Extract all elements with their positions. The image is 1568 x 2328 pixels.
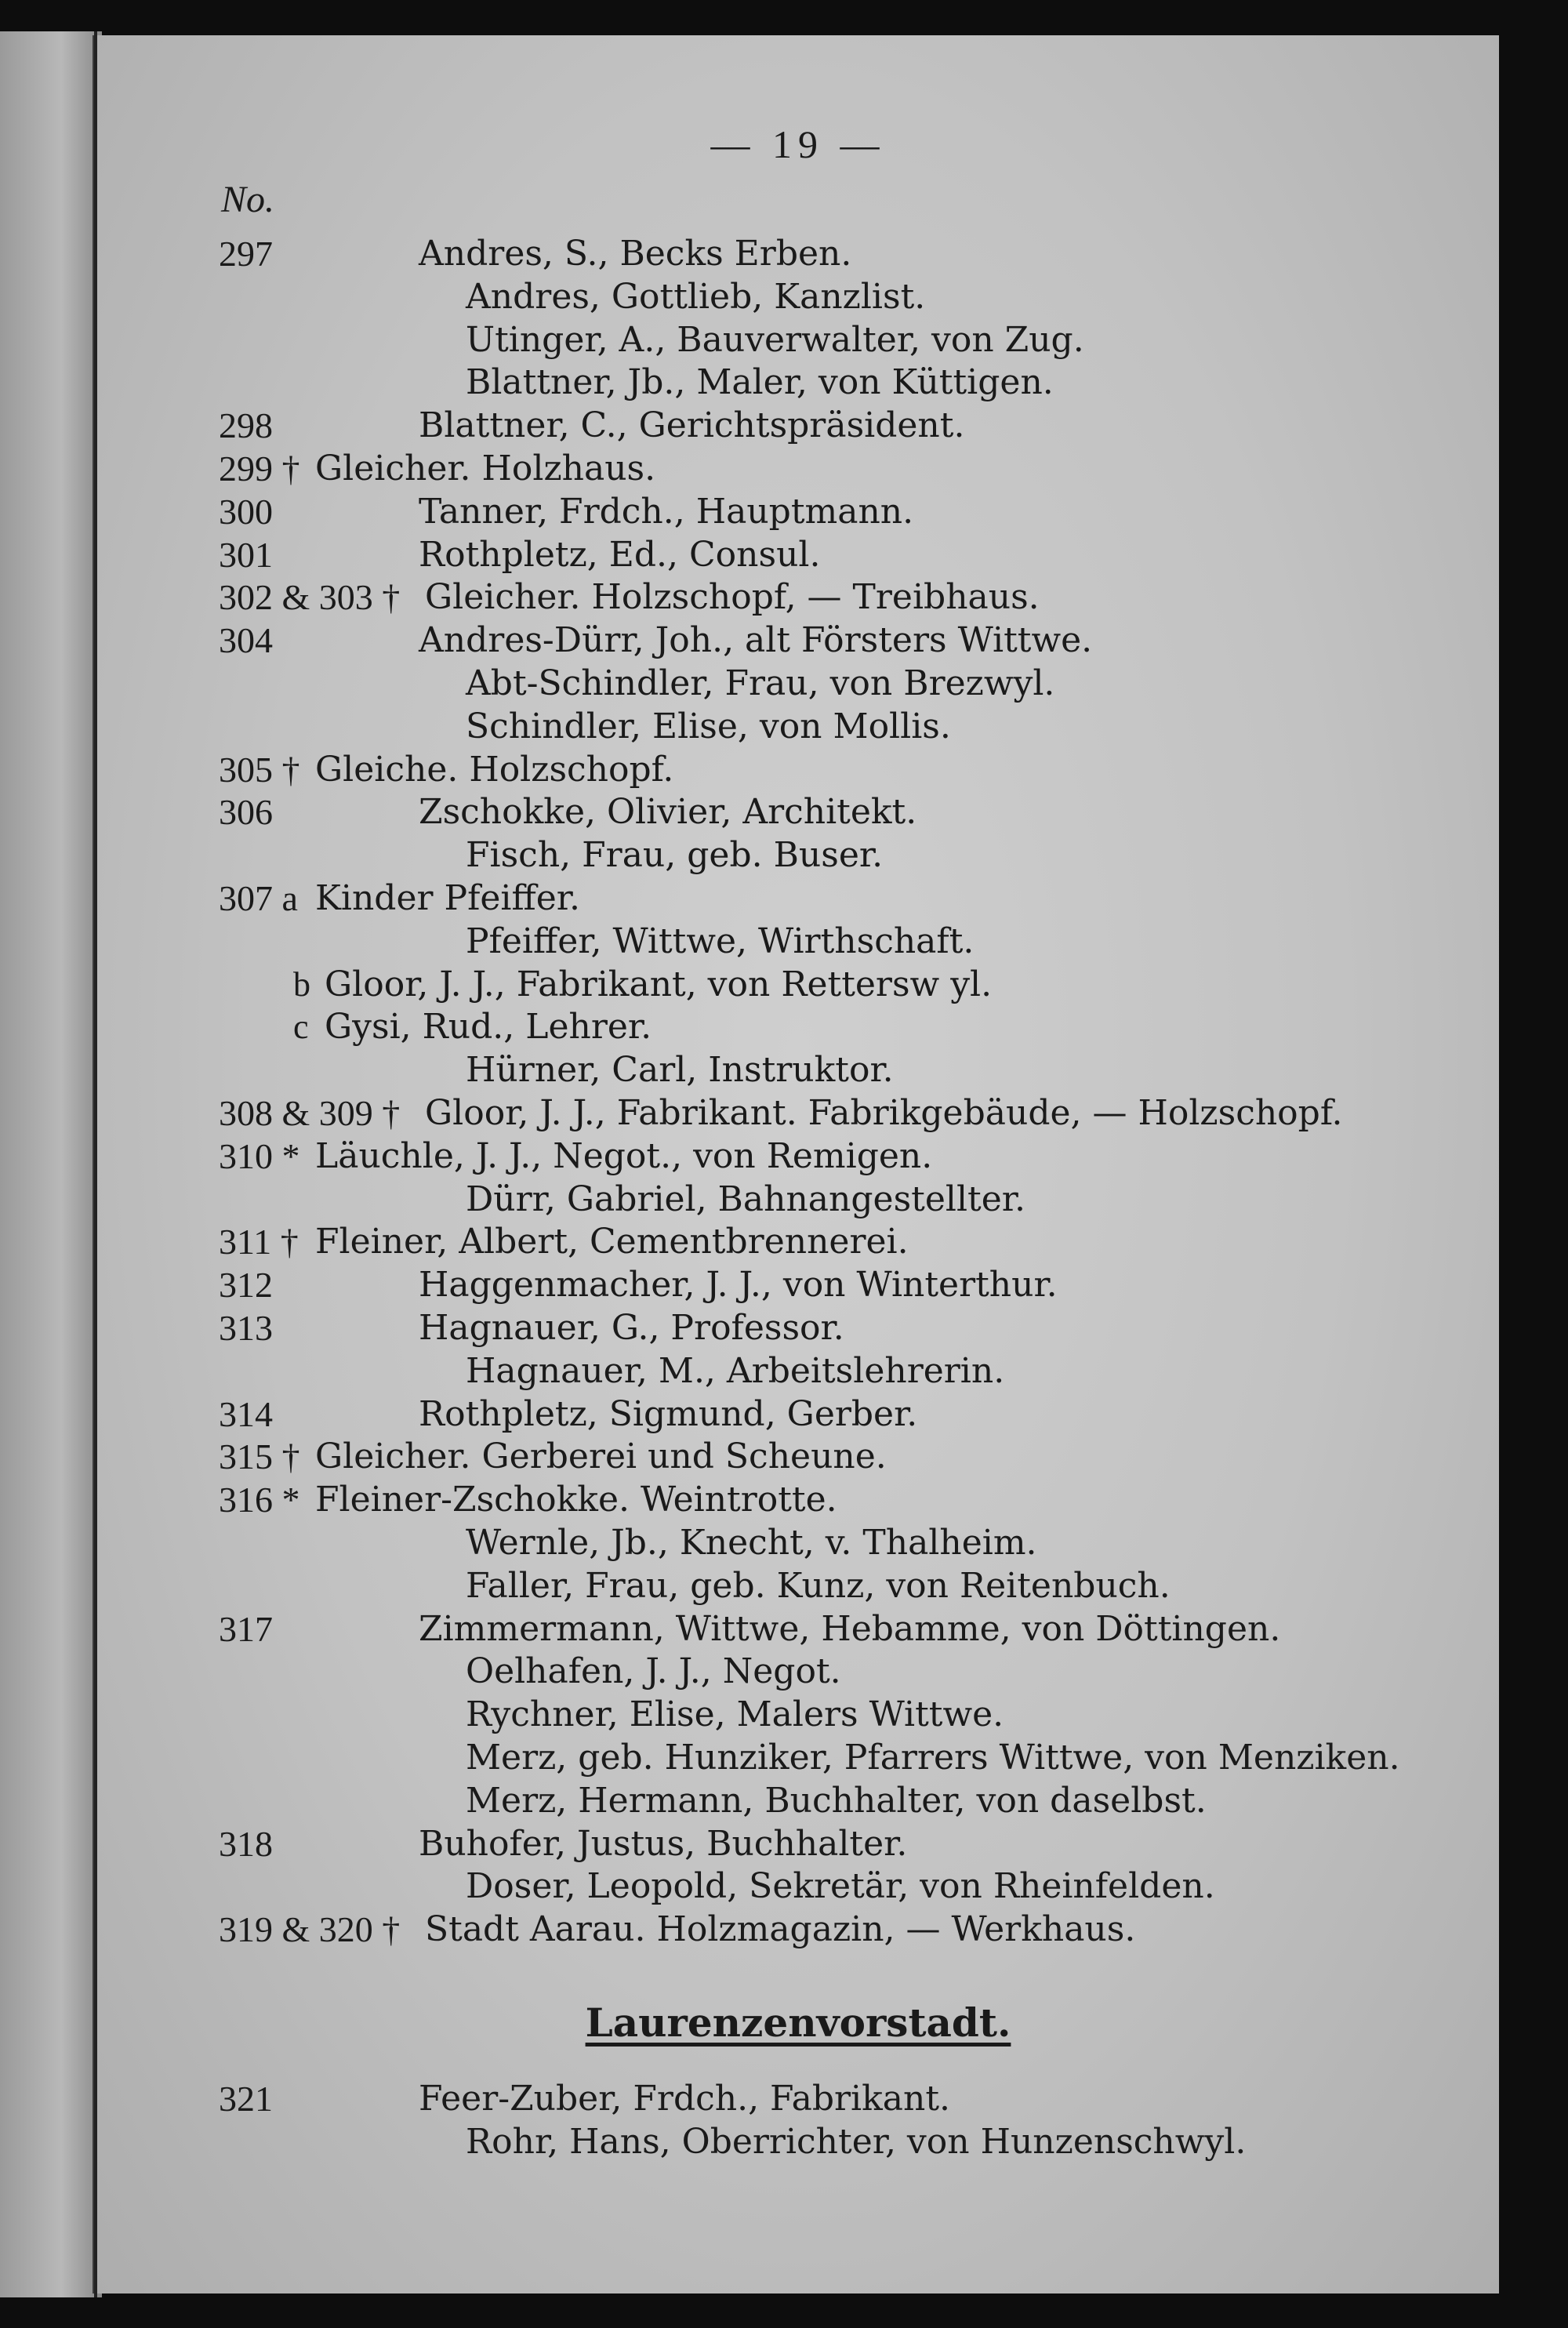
entry-text: Hagnauer, M., Arbeitslehrerin. — [466, 1350, 1005, 1391]
entry-text: Gysi, Rud., Lehrer. — [325, 1007, 652, 1048]
entry-text: Feer-Zuber, Frdch., Fabrikant. — [419, 2079, 951, 2119]
entry-number: 304 — [219, 620, 273, 661]
entry-text: Andres, S., Becks Erben. — [419, 234, 852, 274]
entry-text: Rothpletz, Ed., Consul. — [419, 534, 821, 575]
entry-number: 308 & 309 † — [219, 1093, 401, 1133]
entry-number: 311 † — [219, 1222, 299, 1262]
entry-text: Abt-Schindler, Frau, von Brezwyl. — [466, 663, 1055, 703]
entry-number: 310 * — [219, 1135, 300, 1176]
book-gutter — [94, 31, 97, 2297]
entry-text: Gleiche. Holzschopf. — [315, 749, 674, 790]
entry-number: 306 — [219, 792, 273, 833]
entry-text: Kinder Pfeiffer. — [315, 878, 580, 918]
entry-number: 302 & 303 † — [219, 577, 401, 618]
entry-number: 305 † — [219, 749, 300, 790]
entry-text: Gleicher. Holzhaus. — [315, 449, 656, 488]
entry-text: Pfeiffer, Wittwe, Wirthschaft. — [466, 921, 975, 961]
entry-number: 314 — [219, 1393, 273, 1434]
entry-text: Oelhafen, J. J., Negot. — [466, 1651, 841, 1692]
entry-text: Zschokke, Olivier, Architekt. — [419, 792, 917, 833]
entry-number: 299 † — [219, 449, 300, 488]
entry-text: Fleiner-Zschokke. Weintrotte. — [315, 1480, 837, 1520]
entry-number: 300 — [219, 491, 273, 532]
entry-text: Gleicher. Gerberei und Scheune. — [315, 1436, 887, 1477]
entry-text: Rychner, Elise, Malers Wittwe. — [466, 1694, 1004, 1735]
entry-text: Faller, Frau, geb. Kunz, von Reitenbuch. — [466, 1565, 1171, 1606]
entry-number: 316 * — [219, 1480, 300, 1520]
column-label: No. — [221, 179, 275, 220]
entry-text: Wernle, Jb., Knecht, v. Thalheim. — [466, 1523, 1037, 1563]
entry-text: Rothpletz, Sigmund, Gerber. — [419, 1393, 918, 1434]
entry-text: Haggenmacher, J. J., von Winterthur. — [419, 1265, 1058, 1306]
entry-text: Hürner, Carl, Instruktor. — [466, 1050, 894, 1091]
entry-number: 319 & 320 † — [219, 1909, 401, 1950]
entry-text: Hagnauer, G., Professor. — [419, 1308, 844, 1348]
entry-text: Gloor, J. J., Fabrikant. Fabrikgebäude, — Holzschopf. — [425, 1093, 1343, 1133]
entry-text: Gleicher. Holzschopf, — Treibhaus. — [425, 577, 1040, 618]
entry-text: Stadt Aarau. Holzmagazin, — Werkhaus. — [425, 1909, 1136, 1950]
entry-text: Fleiner, Albert, Cementbrennerei. — [315, 1222, 909, 1262]
entry-text: Buhofer, Justus, Buchhalter. — [419, 1823, 908, 1864]
entry-text: Rohr, Hans, Oberrichter, von Hunzenschwyl. — [466, 2121, 1247, 2162]
entry-number: 318 — [219, 1823, 273, 1864]
entry-number: 301 — [219, 534, 273, 575]
entry-text: Merz, Hermann, Buchhalter, von daselbst. — [466, 1780, 1207, 1821]
entry-number: c — [293, 1008, 309, 1047]
page-content — [97, 35, 1499, 2293]
entry-text: Zimmermann, Wittwe, Hebamme, von Döttingen. — [419, 1608, 1281, 1649]
entry-text: Blattner, C., Gerichtspräsident. — [419, 405, 965, 446]
entry-number: 312 — [219, 1265, 273, 1306]
entry-number: 297 — [219, 234, 273, 274]
entry-text: Blattner, Jb., Maler, von Küttigen. — [466, 362, 1054, 403]
entry-text: Tanner, Frdch., Hauptmann. — [419, 491, 914, 532]
entry-text: Merz, geb. Hunziker, Pfarrers Wittwe, von Menziken. — [466, 1738, 1400, 1778]
entry-number: 307 a — [219, 878, 298, 918]
entry-number: b — [293, 964, 310, 1004]
entry-number: 317 — [219, 1608, 273, 1649]
left-page-edge — [0, 31, 102, 2297]
entry-text: Doser, Leopold, Sekretär, von Rheinfelden. — [466, 1866, 1215, 1907]
entry-number: 321 — [219, 2079, 273, 2119]
book-page — [93, 35, 1499, 2293]
entry-number: 315 † — [219, 1436, 300, 1477]
page-number: — 19 — — [710, 122, 886, 166]
section-heading: Laurenzenvorstadt. — [585, 1999, 1011, 2046]
entry-text: Gloor, J. J., Fabrikant, von Rettersw yl. — [325, 964, 993, 1004]
entry-number: 313 — [219, 1308, 273, 1348]
entry-text: Andres-Dürr, Joh., alt Försters Wittwe. — [419, 620, 1093, 661]
entry-text: Utinger, A., Bauverwalter, von Zug. — [466, 319, 1084, 360]
entry-text: Fisch, Frau, geb. Buser. — [466, 835, 884, 876]
entry-text: Läuchle, J. J., Negot., von Remigen. — [315, 1135, 933, 1176]
entry-text: Dürr, Gabriel, Bahnangestellter. — [466, 1179, 1025, 1219]
entry-text: Schindler, Elise, von Mollis. — [466, 706, 951, 746]
entry-text: Andres, Gottlieb, Kanzlist. — [466, 276, 926, 317]
entry-number: 298 — [219, 405, 273, 446]
